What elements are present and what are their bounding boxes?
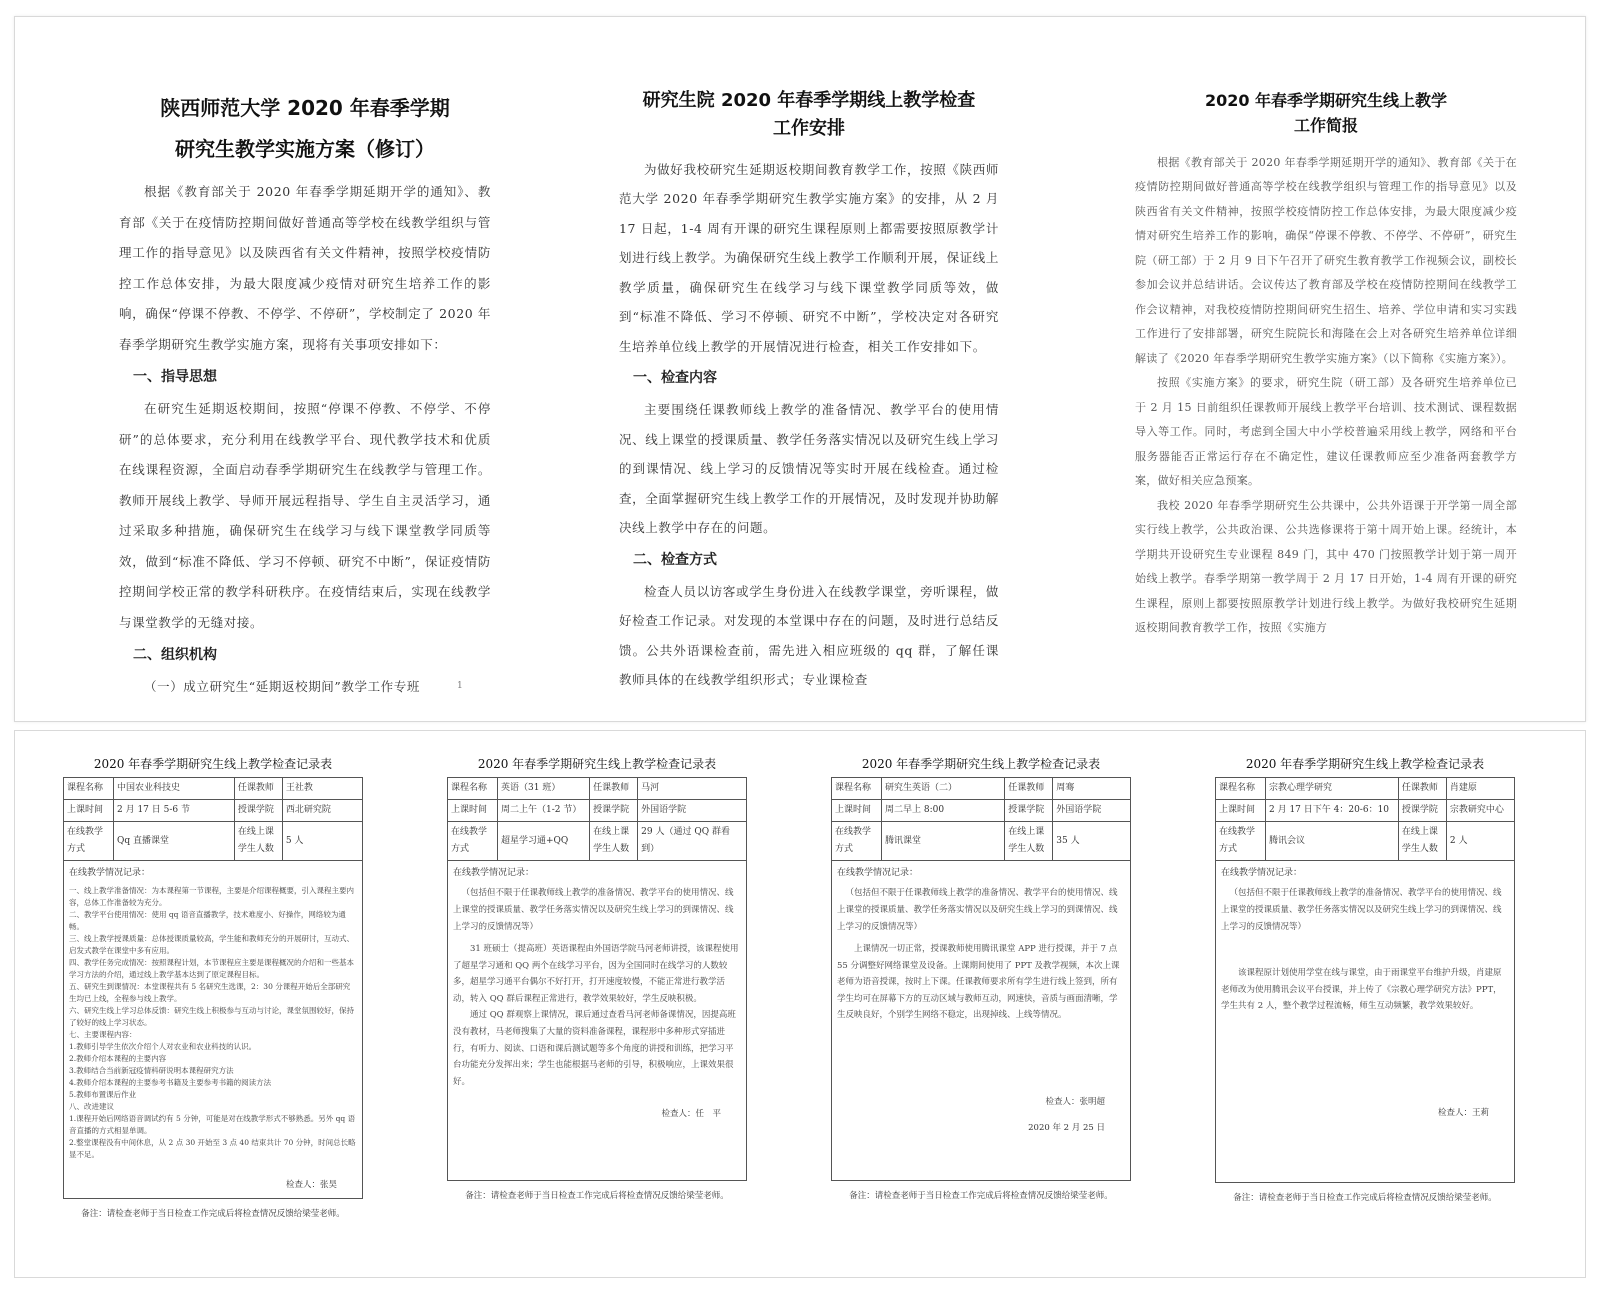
college-value: 外国语学院 bbox=[638, 800, 747, 822]
course-value: 英语（31 班） bbox=[498, 778, 590, 800]
record-line: 2.整堂课程没有中间休息，从 2 点 30 开始至 3 点 40 结束共计 70 分钟，时间总长略显不足。 bbox=[69, 1138, 356, 1160]
method-value: 超星学习通+QQ bbox=[498, 822, 590, 861]
method-value: Qq 直播课堂 bbox=[114, 822, 235, 861]
teacher-label: 任课教师 bbox=[590, 778, 638, 800]
record-line: 五、研究生到课情况：本堂课程共有 5 名研究生选课，2：30 分课程开始后全部研究生均已上线，全程参与线上教学。 bbox=[69, 982, 351, 1004]
doc3-title-line2: 工作简报 bbox=[1293, 115, 1358, 135]
method-label: 在线教学方式 bbox=[64, 822, 114, 861]
doc2-intro: 为做好我校研究生延期返校期间教育教学工作，按照《陕西师范大学 2020 年春季学期研究生教学实施方案》的安排，从 2 月 17 日起，1-4 周有开课的研究生课程原则上都需要按照原教学计划进行线上教学。为确保研究生线上教学工作顺利开展，保证线上教学质量，确保研究生在线学习与线下课堂教学同质等效，做到“标准不降低、学习不停顿、研究不中断”，学校决定对各研究生培养单位线上教学的开展情况进行检查，相关工作安排如下。 bbox=[619, 161, 999, 354]
course-label: 课程名称 bbox=[64, 778, 114, 800]
record-line: 一、线上教学准备情况：为本课程第一节课程，主要是介绍课程概要，引入课程主要内容，总体工作准备较为充分。 bbox=[69, 886, 354, 908]
record-line: 七、主要课程内容： bbox=[69, 1030, 137, 1040]
doc1-title bbox=[119, 93, 491, 165]
course-label: 课程名称 bbox=[448, 778, 498, 800]
work-briefing-page bbox=[1135, 17, 1517, 717]
course-label: 课程名称 bbox=[1216, 778, 1266, 800]
students-label: 在线上课学生人数 bbox=[1005, 822, 1053, 861]
table-row bbox=[448, 861, 747, 1181]
doc3-para2: 按照《实施方案》的要求，研究生院（研工部）及各研究生培养单位已于 2 月 15 日前组织任课教师开展线上教学平台培训、技术测试、课程数据导入等工作。同时，考虑到全国大中小学校普遍采用线上教学，网络和平台服务器能否正常运行存在不确定性，建议任课教师应至少准备两套教学方案，做好相关应急预案。 bbox=[1135, 376, 1517, 488]
students-value: 35 人 bbox=[1053, 822, 1131, 861]
doc3-para1: 根据《教育部关于 2020 年春季学期延期开学的通知》、教育部《关于在疫情防控期间做好普通高等学校在线教学组织与管理工作的指导意见》以及陕西省有关文件精神，按照学校疫情防控工作总体安排，为最大限度减少疫情对研究生培养工作的影响，确保“停课不停教、不停学、不停研”，研究生院（研工部）于 2 月 9 日下午召开了研究生教育教学工作视频会议，副校长参加会议并总结讲话。会议传达了教育部及学校在疫情防控期间在线教学工作会议精神，对我校疫情防控期间研究生招生、培养、学位申请和实习实践工作进行了安排部署，研究生院院长和海隆在会上对各研究生培养单位详细解读了《2020 年春季学期研究生教学实施方案》（以下简称《实施方案》）。 bbox=[1135, 155, 1517, 365]
doc1-title-line1: 陕西师范大学 2020 年春季学期 bbox=[160, 96, 450, 120]
inspection-date: 2020 年 2 月 25 日 bbox=[1028, 1123, 1105, 1134]
form-title: 2020 年春季学期研究生线上教学检查记录表 bbox=[477, 757, 717, 771]
record-form-1 bbox=[63, 731, 363, 1219]
course-value: 中国农业科技史 bbox=[114, 778, 235, 800]
record-table bbox=[63, 777, 363, 1199]
record-guide: （包括但不限于任课教师线上教学的准备情况、教学平台的使用情况、线上课堂的授课质量、教学任务落实情况以及研究生线上学习的到课情况、线上学习的反馈情况等） bbox=[1221, 888, 1502, 932]
record-paragraph: 31 班硕士（提高班）英语课程由外国语学院马河老师讲授，该课程使用了超星学习通和 QQ 两个在线学习平台，因为全国同时在线学习的人数较多，超星学习通平台偶尔不好打开，打开速度较慢，不能正常进行教学活动，转入 QQ 群后课程正常进行，教学效果较好，学生反映积极。 bbox=[453, 944, 739, 1004]
doc1-section2-text: （一）成立研究生“延期返校期间”教学工作专班 bbox=[144, 679, 420, 694]
college-value: 宗教研究中心 bbox=[1446, 800, 1514, 822]
form-title: 2020 年春季学期研究生线上教学检查记录表 bbox=[1245, 757, 1485, 771]
course-value: 研究生英语（二） bbox=[882, 778, 1005, 800]
form-note: 备注：请检查老师于当日检查工作完成后将检查情况反馈给梁莹老师。 bbox=[465, 1191, 729, 1202]
record-guide: （包括但不限于任课教师线上教学的准备情况、教学平台的使用情况、线上课堂的授课质量、教学任务落实情况以及研究生线上学习的到课情况、线上学习的反馈情况等） bbox=[837, 888, 1118, 932]
record-label: 在线教学情况记录： bbox=[453, 868, 535, 879]
record-cell bbox=[448, 861, 747, 1181]
table-row bbox=[448, 822, 747, 861]
doc1-section1-text: 在研究生延期返校期间，按照“停课不停教、不停学、不停研”的总体要求，充分利用在线教学平台、现代教学技术和优质在线课程资源，全面启动春季学期研究生在线教学与管理工作。教师开展线上教学、导师开展远程指导、学生自主灵活学习，通过采取多种措施，确保研究生在线学习与线下课堂教学同质等效，做到“标准不降低、学习不停顿、研究不中断”，保证疫情防控期间学校正常的教学科研秩序。在疫情结束后，实现在线教学与课堂教学的无缝对接。 bbox=[119, 401, 491, 630]
method-value: 腾讯会议 bbox=[1266, 822, 1399, 861]
form-note: 备注：请检查老师于当日检查工作完成后将检查情况反馈给梁莹老师。 bbox=[81, 1208, 345, 1219]
record-line: 二、教学平台使用情况：使用 qq 语音直播教学，技术难度小、好操作，网络较为通畅。 bbox=[69, 910, 346, 932]
form-note: 备注：请检查老师于当日检查工作完成后将检查情况反馈给梁莹老师。 bbox=[1233, 1193, 1497, 1204]
teacher-label: 任课教师 bbox=[234, 778, 282, 800]
doc3-para3: 我校 2020 年春季学期研究生公共课中，公共外语课于开学第一周全部实行线上教学，公共政治课、公共选修课将于第十周开始上课。经统计，本学期共开设研究生专业课程 849 门，其中 470 门按照教学计划于第一周开始线上教学。春季学期第一教学周于 2 月 17 日开始，1-4 周有开课的研究生课程，原则上都要按照原教学计划进行线上教学。为做好我校研究生延期返校期间教育教学工作，按照《实施方 bbox=[1135, 498, 1517, 635]
doc3-title bbox=[1135, 89, 1517, 139]
record-table bbox=[447, 777, 747, 1181]
record-table bbox=[831, 777, 1131, 1181]
inspection-arrangement-page bbox=[619, 17, 999, 717]
students-label: 在线上课学生人数 bbox=[590, 822, 638, 861]
students-value: 29 人（通过 QQ 群看到） bbox=[638, 822, 747, 861]
record-line: 3.教师结合当前新冠疫情科研说明本课程研究方法 bbox=[69, 1066, 234, 1076]
teacher-value: 周骞 bbox=[1053, 778, 1131, 800]
doc1-section1-heading: 一、指导思想 bbox=[133, 369, 217, 385]
record-paragraph: 该课程原计划使用学堂在线与课堂，由于雨课堂平台维护升级，肖建原老师改为使用腾讯会议平台授课，并上传了《宗教心理学研究方法》PPT，学生共有 2 人，整个教学过程流畅，师生互动频繁，教学效果较好。 bbox=[1221, 968, 1502, 1012]
table-row bbox=[64, 800, 363, 822]
record-line: 八、改进建议 bbox=[69, 1102, 114, 1112]
table-row bbox=[832, 800, 1131, 822]
table-row bbox=[64, 861, 363, 1198]
record-paragraph: 上课情况一切正常，授课教师使用腾讯课堂 APP 进行授课，并于 7 点 55 分调整好网络课堂及设备。上课期间使用了 PPT 及教学视频，本次上课老师为语音授课，按时上下课。任课教师要求所有学生进行线上签到，所有学生均可在屏幕下方的互动区域与教师互动，网速快，音质与画面清晰，学生反映良好，个别学生网络不稳定，出现掉线、上线等情况。 bbox=[837, 944, 1120, 1021]
record-paragraph: 通过 QQ 群观察上课情况，课后通过查看马河老师备课情况，因提高班没有教材，马老师搜集了大量的资料准备课程，课程形中多种形式穿插进行，有听力、阅读、口语和课后测试题等多个角度的讲授和训练，把学习平台功能充分发挥出来；学生也能根据马老师的引导，积极响应，上课效果很好。 bbox=[453, 1010, 736, 1087]
record-cell bbox=[832, 861, 1131, 1181]
doc2-title-line2: 工作安排 bbox=[773, 117, 845, 139]
doc2-section2-heading: 二、检查方式 bbox=[633, 551, 717, 568]
doc2-section1-heading: 一、检查内容 bbox=[633, 370, 717, 387]
record-line: 5.教师布置课后作业 bbox=[69, 1090, 137, 1100]
record-label: 在线教学情况记录： bbox=[1221, 868, 1303, 879]
method-label: 在线教学方式 bbox=[1216, 822, 1266, 861]
record-line: 六、研究生线上学习总体反馈：研究生线上积极参与互动与讨论，课堂氛围较好，保持了较好的线上学习状态。 bbox=[69, 1006, 354, 1028]
record-form-3 bbox=[831, 731, 1131, 1201]
record-form-2 bbox=[447, 731, 747, 1201]
form-title: 2020 年春季学期研究生线上教学检查记录表 bbox=[861, 757, 1101, 771]
doc1-intro: 根据《教育部关于 2020 年春季学期延期开学的通知》、教育部《关于在疫情防控期间做好普通高等学校在线教学组织与管理工作的指导意见》以及陕西省有关文件精神，按照学校疫情防控工作总体安排，为最大限度减少疫情对研究生培养工作的影响，确保“停课不停教、不停学、不停研”，学校制定了 2020 年春季学期研究生教学实施方案，现将有关事项安排如下： bbox=[119, 184, 491, 352]
table-row bbox=[1216, 861, 1515, 1183]
teacher-label: 任课教师 bbox=[1005, 778, 1053, 800]
college-label: 授课学院 bbox=[1005, 800, 1053, 822]
inspector-signature: 检查人：张明超 bbox=[1045, 1096, 1105, 1107]
course-value: 宗教心理学研究 bbox=[1266, 778, 1399, 800]
form-note: 备注：请检查老师于当日检查工作完成后将检查情况反馈给梁莹老师。 bbox=[849, 1191, 1113, 1202]
time-label: 上课时间 bbox=[448, 800, 498, 822]
table-row bbox=[448, 800, 747, 822]
implementation-plan-page bbox=[119, 17, 491, 717]
method-label: 在线教学方式 bbox=[832, 822, 882, 861]
students-label: 在线上课学生人数 bbox=[1398, 822, 1446, 861]
students-label: 在线上课学生人数 bbox=[234, 822, 282, 861]
doc2-section2-text: 检查人员以访客或学生身份进入在线教学课堂，旁听课程，做好检查工作记录。对发现的本堂课中存在的问题，及时进行总结反馈。公共外语课检查前，需先进入相应班级的 qq 群，了解任课教师具体的在线教学组织形式；专业课检查 bbox=[619, 583, 999, 688]
teacher-value: 肖建原 bbox=[1446, 778, 1514, 800]
inspector-signature: 检查人：任 平 bbox=[661, 1109, 721, 1120]
doc2-title-line1: 研究生院 2020 年春季学期线上教学检查 bbox=[642, 90, 976, 111]
college-label: 授课学院 bbox=[234, 800, 282, 822]
table-row bbox=[832, 822, 1131, 861]
page-number: 1 bbox=[457, 681, 463, 691]
table-row bbox=[1216, 778, 1515, 800]
record-cell bbox=[1216, 861, 1515, 1183]
record-line: 1.教师引导学生依次介绍个人对农业和农业科技的认识。 bbox=[69, 1042, 257, 1052]
record-table bbox=[1215, 777, 1515, 1183]
table-row bbox=[64, 822, 363, 861]
table-row bbox=[832, 778, 1131, 800]
college-label: 授课学院 bbox=[590, 800, 638, 822]
students-value: 2 人 bbox=[1446, 822, 1514, 861]
teacher-label: 任课教师 bbox=[1398, 778, 1446, 800]
college-label: 授课学院 bbox=[1398, 800, 1446, 822]
students-value: 5 人 bbox=[282, 822, 362, 861]
record-line: 1.课程开始后网络语音调试约有 5 分钟，可能是对在线教学形式不够熟悉。另外 qq 语音直播的方式相显单调。 bbox=[69, 1114, 356, 1136]
table-row bbox=[832, 861, 1131, 1181]
record-label: 在线教学情况记录： bbox=[69, 868, 151, 879]
doc2-title bbox=[619, 87, 999, 143]
form-title: 2020 年春季学期研究生线上教学检查记录表 bbox=[93, 757, 333, 771]
time-value: 2 月 17 日 5-6 节 bbox=[114, 800, 235, 822]
record-form-4 bbox=[1215, 731, 1515, 1203]
record-cell bbox=[64, 861, 363, 1198]
record-line: 4.教师介绍本课程的主要参考书籍及主要参考书籍的阅读方法 bbox=[69, 1078, 272, 1088]
table-row bbox=[448, 778, 747, 800]
doc1-title-line2: 研究生教学实施方案（修订） bbox=[175, 137, 435, 161]
record-line: 2.教师介绍本课程的主要内容 bbox=[69, 1054, 167, 1064]
record-label: 在线教学情况记录： bbox=[837, 868, 919, 879]
college-value: 外国语学院 bbox=[1053, 800, 1131, 822]
inspector-signature: 检查人：王莉 bbox=[1437, 1107, 1489, 1118]
document-pages-panel bbox=[14, 16, 1586, 722]
doc3-title-line1: 2020 年春季学期研究生线上教学 bbox=[1204, 91, 1448, 110]
time-value: 2 月 17 日下午 4：20-6：10 bbox=[1266, 800, 1399, 822]
time-label: 上课时间 bbox=[1216, 800, 1266, 822]
record-line: 三、线上教学授课质量：总体授课质量较高，学生能和教师充分的开展研讨，互动式、启发式教学在课堂中多有应用。 bbox=[69, 934, 354, 956]
teacher-value: 王社教 bbox=[282, 778, 362, 800]
method-label: 在线教学方式 bbox=[448, 822, 498, 861]
method-value: 腾讯课堂 bbox=[882, 822, 1005, 861]
time-value: 周二上午（1-2 节） bbox=[498, 800, 590, 822]
record-guide: （包括但不限于任课教师线上教学的准备情况、教学平台的使用情况、线上课堂的授课质量、教学任务落实情况以及研究生线上学习的到课情况、线上学习的反馈情况等） bbox=[453, 888, 734, 932]
time-value: 周二早上 8:00 bbox=[882, 800, 1005, 822]
record-forms-panel bbox=[14, 730, 1586, 1278]
course-label: 课程名称 bbox=[832, 778, 882, 800]
teacher-value: 马河 bbox=[638, 778, 747, 800]
record-line: 四、教学任务完成情况：按照课程计划，本节课程应主要是课程概况的介绍和一些基本学习方法的介绍，通过线上教学基本达到了原定课程目标。 bbox=[69, 958, 354, 980]
table-row bbox=[1216, 822, 1515, 861]
college-value: 西北研究院 bbox=[282, 800, 362, 822]
doc1-section2-heading: 二、组织机构 bbox=[133, 647, 217, 663]
table-row bbox=[1216, 800, 1515, 822]
table-row bbox=[64, 778, 363, 800]
doc2-section1-text: 主要围绕任课教师线上教学的准备情况、教学平台的使用情况、线上课堂的授课质量、教学任务落实情况以及研究生线上学习的到课情况、线上学习的反馈情况等实时开展在线检查。通过检查，全面掌握研究生线上教学工作的开展情况，及时发现并协助解决线上教学中存在的问题。 bbox=[619, 402, 999, 536]
inspector-signature: 检查人：张昊 bbox=[285, 1180, 337, 1191]
time-label: 上课时间 bbox=[64, 800, 114, 822]
time-label: 上课时间 bbox=[832, 800, 882, 822]
